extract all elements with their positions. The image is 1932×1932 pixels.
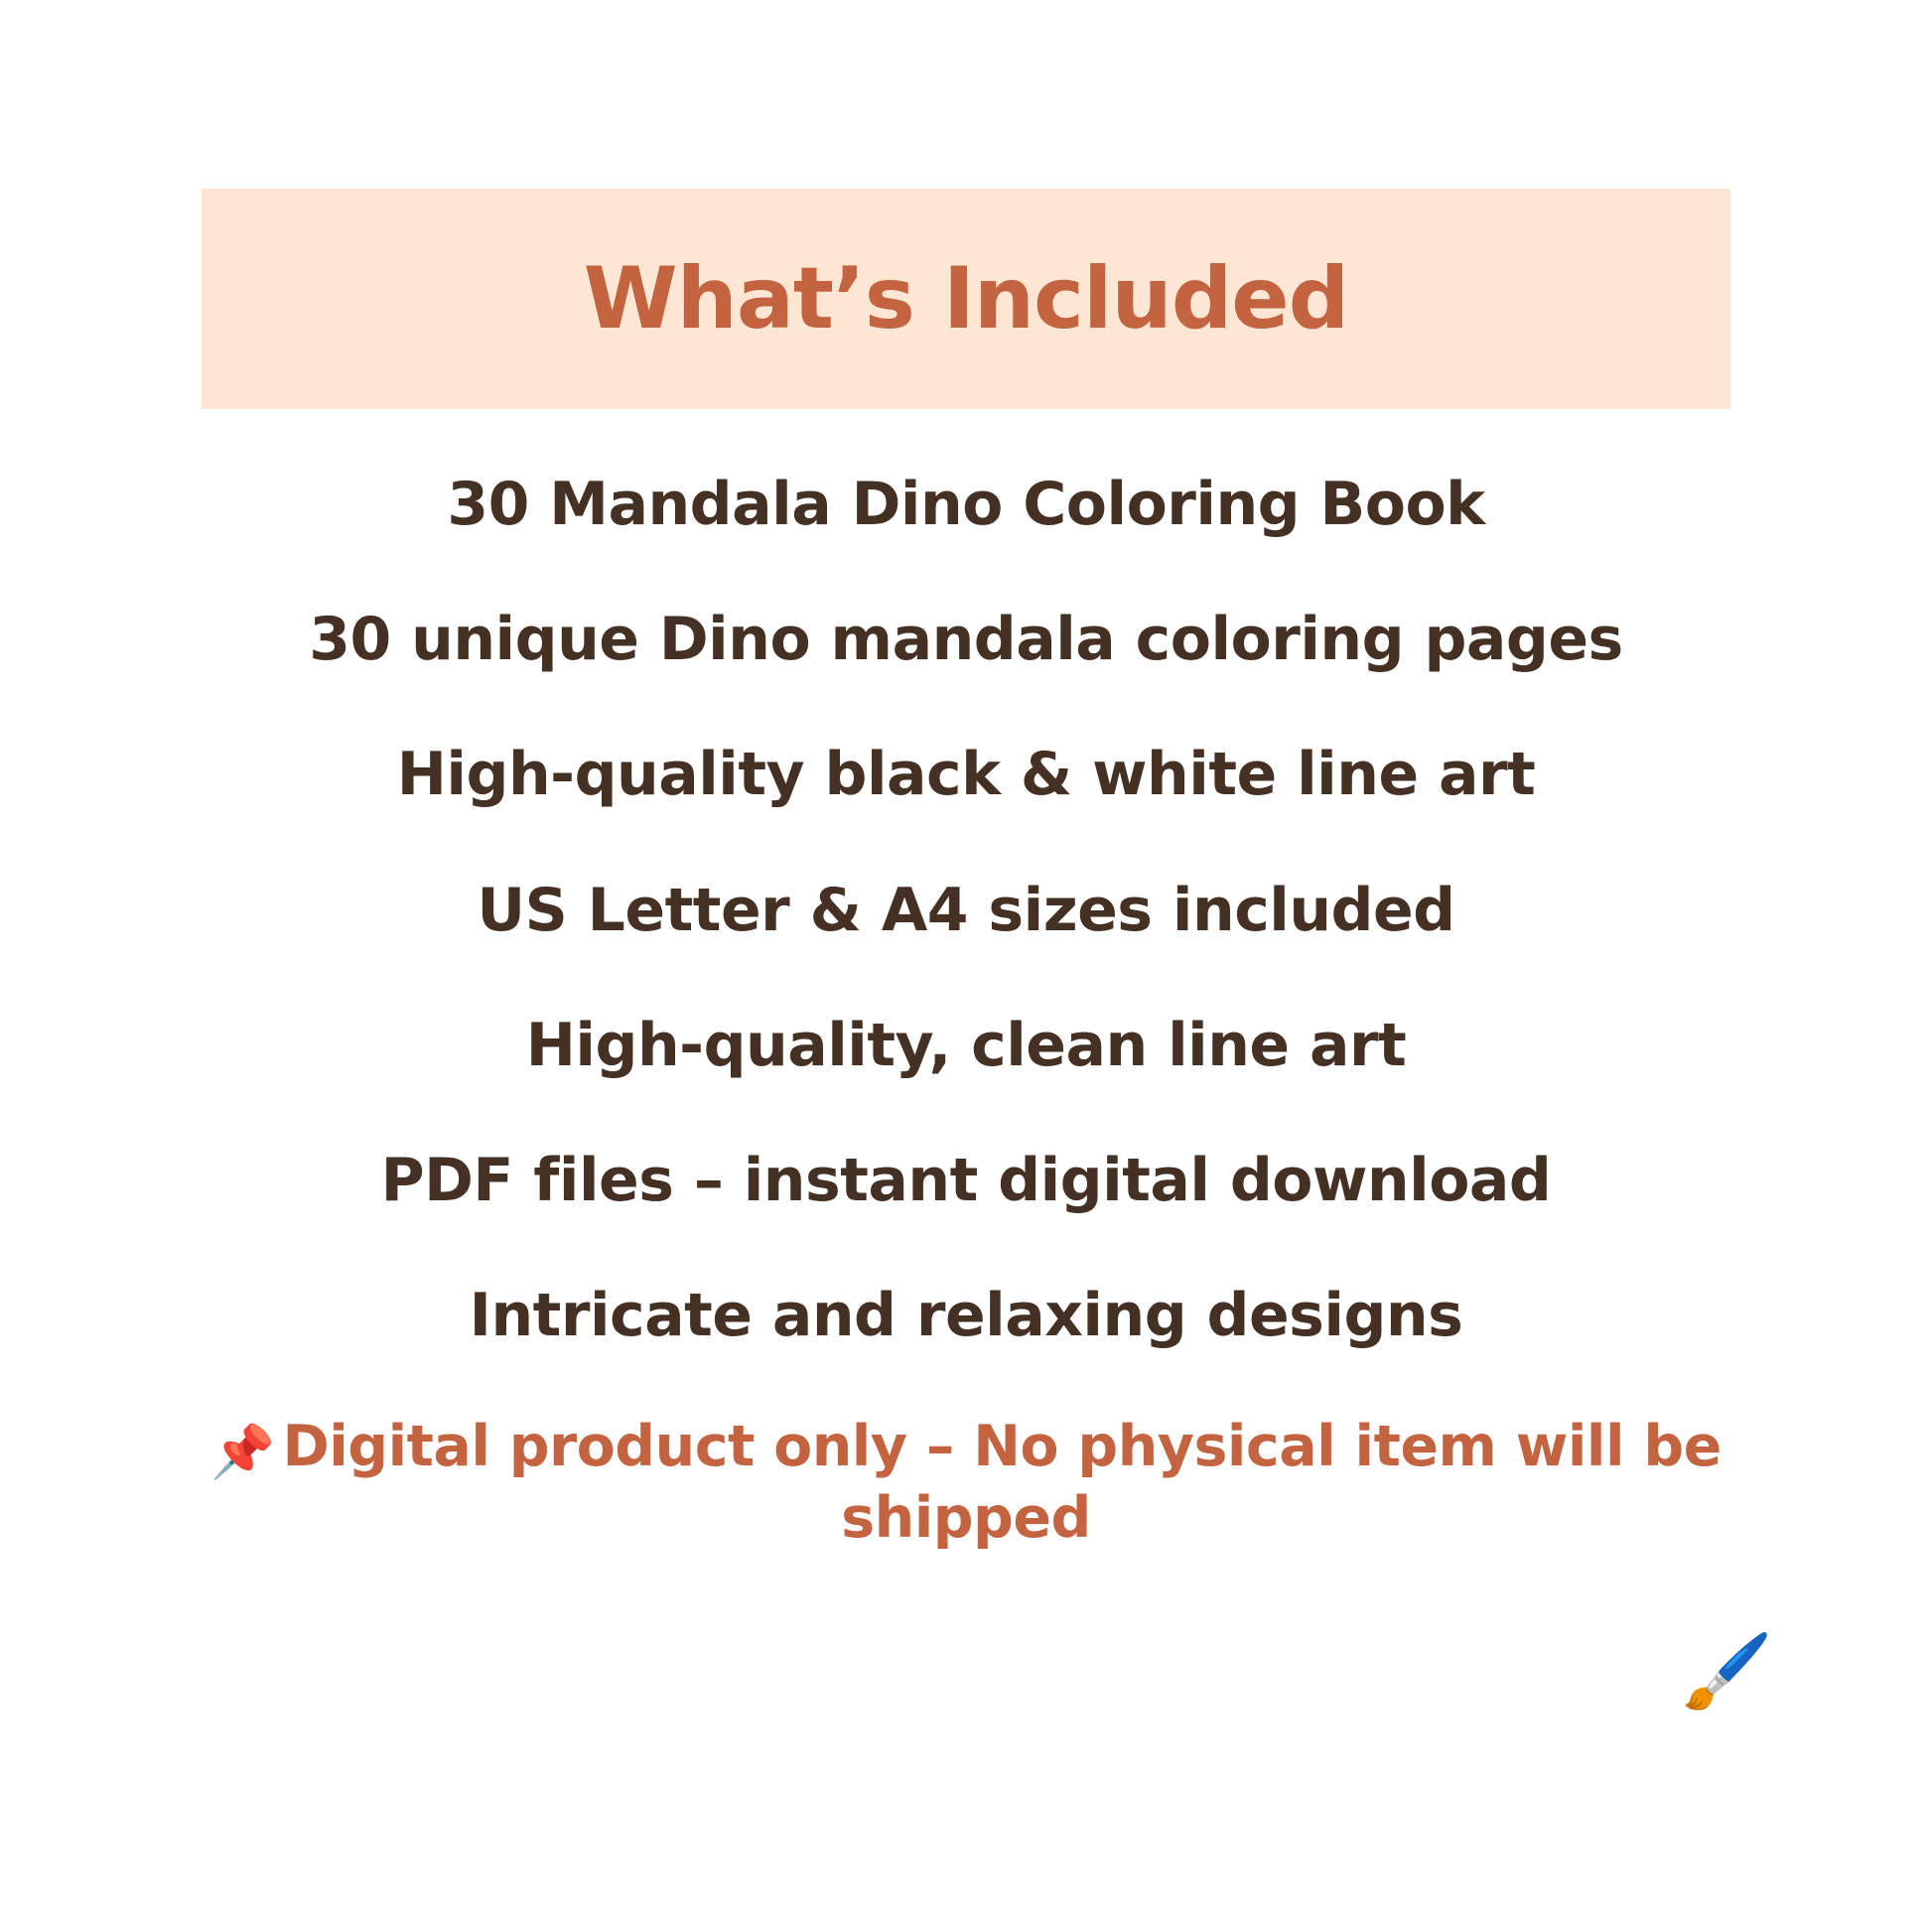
list-item: Intricate and relaxing designs (469, 1281, 1463, 1351)
page-title: What’s Included (583, 249, 1349, 348)
pencil-cup-icon: 🖌️ (1681, 1629, 1773, 1715)
disclaimer-note (172, 1383, 1760, 1586)
list-item: PDF files – instant digital download (380, 1145, 1552, 1215)
list-item: 30 unique Dino mandala coloring pages (309, 605, 1623, 675)
list-item: High-quality black & white line art (396, 740, 1536, 810)
feature-list (0, 437, 1932, 1586)
list-item: High-quality, clean line art (525, 1010, 1407, 1080)
pushpin-icon: 📌 (210, 1423, 275, 1483)
list-item: US Letter & A4 sizes included (477, 875, 1455, 945)
disclaimer-text: Digital product only – No physical item will be shipped (282, 1414, 1722, 1551)
list-item: 30 Mandala Dino Coloring Book (447, 470, 1485, 539)
header-band (202, 189, 1730, 409)
